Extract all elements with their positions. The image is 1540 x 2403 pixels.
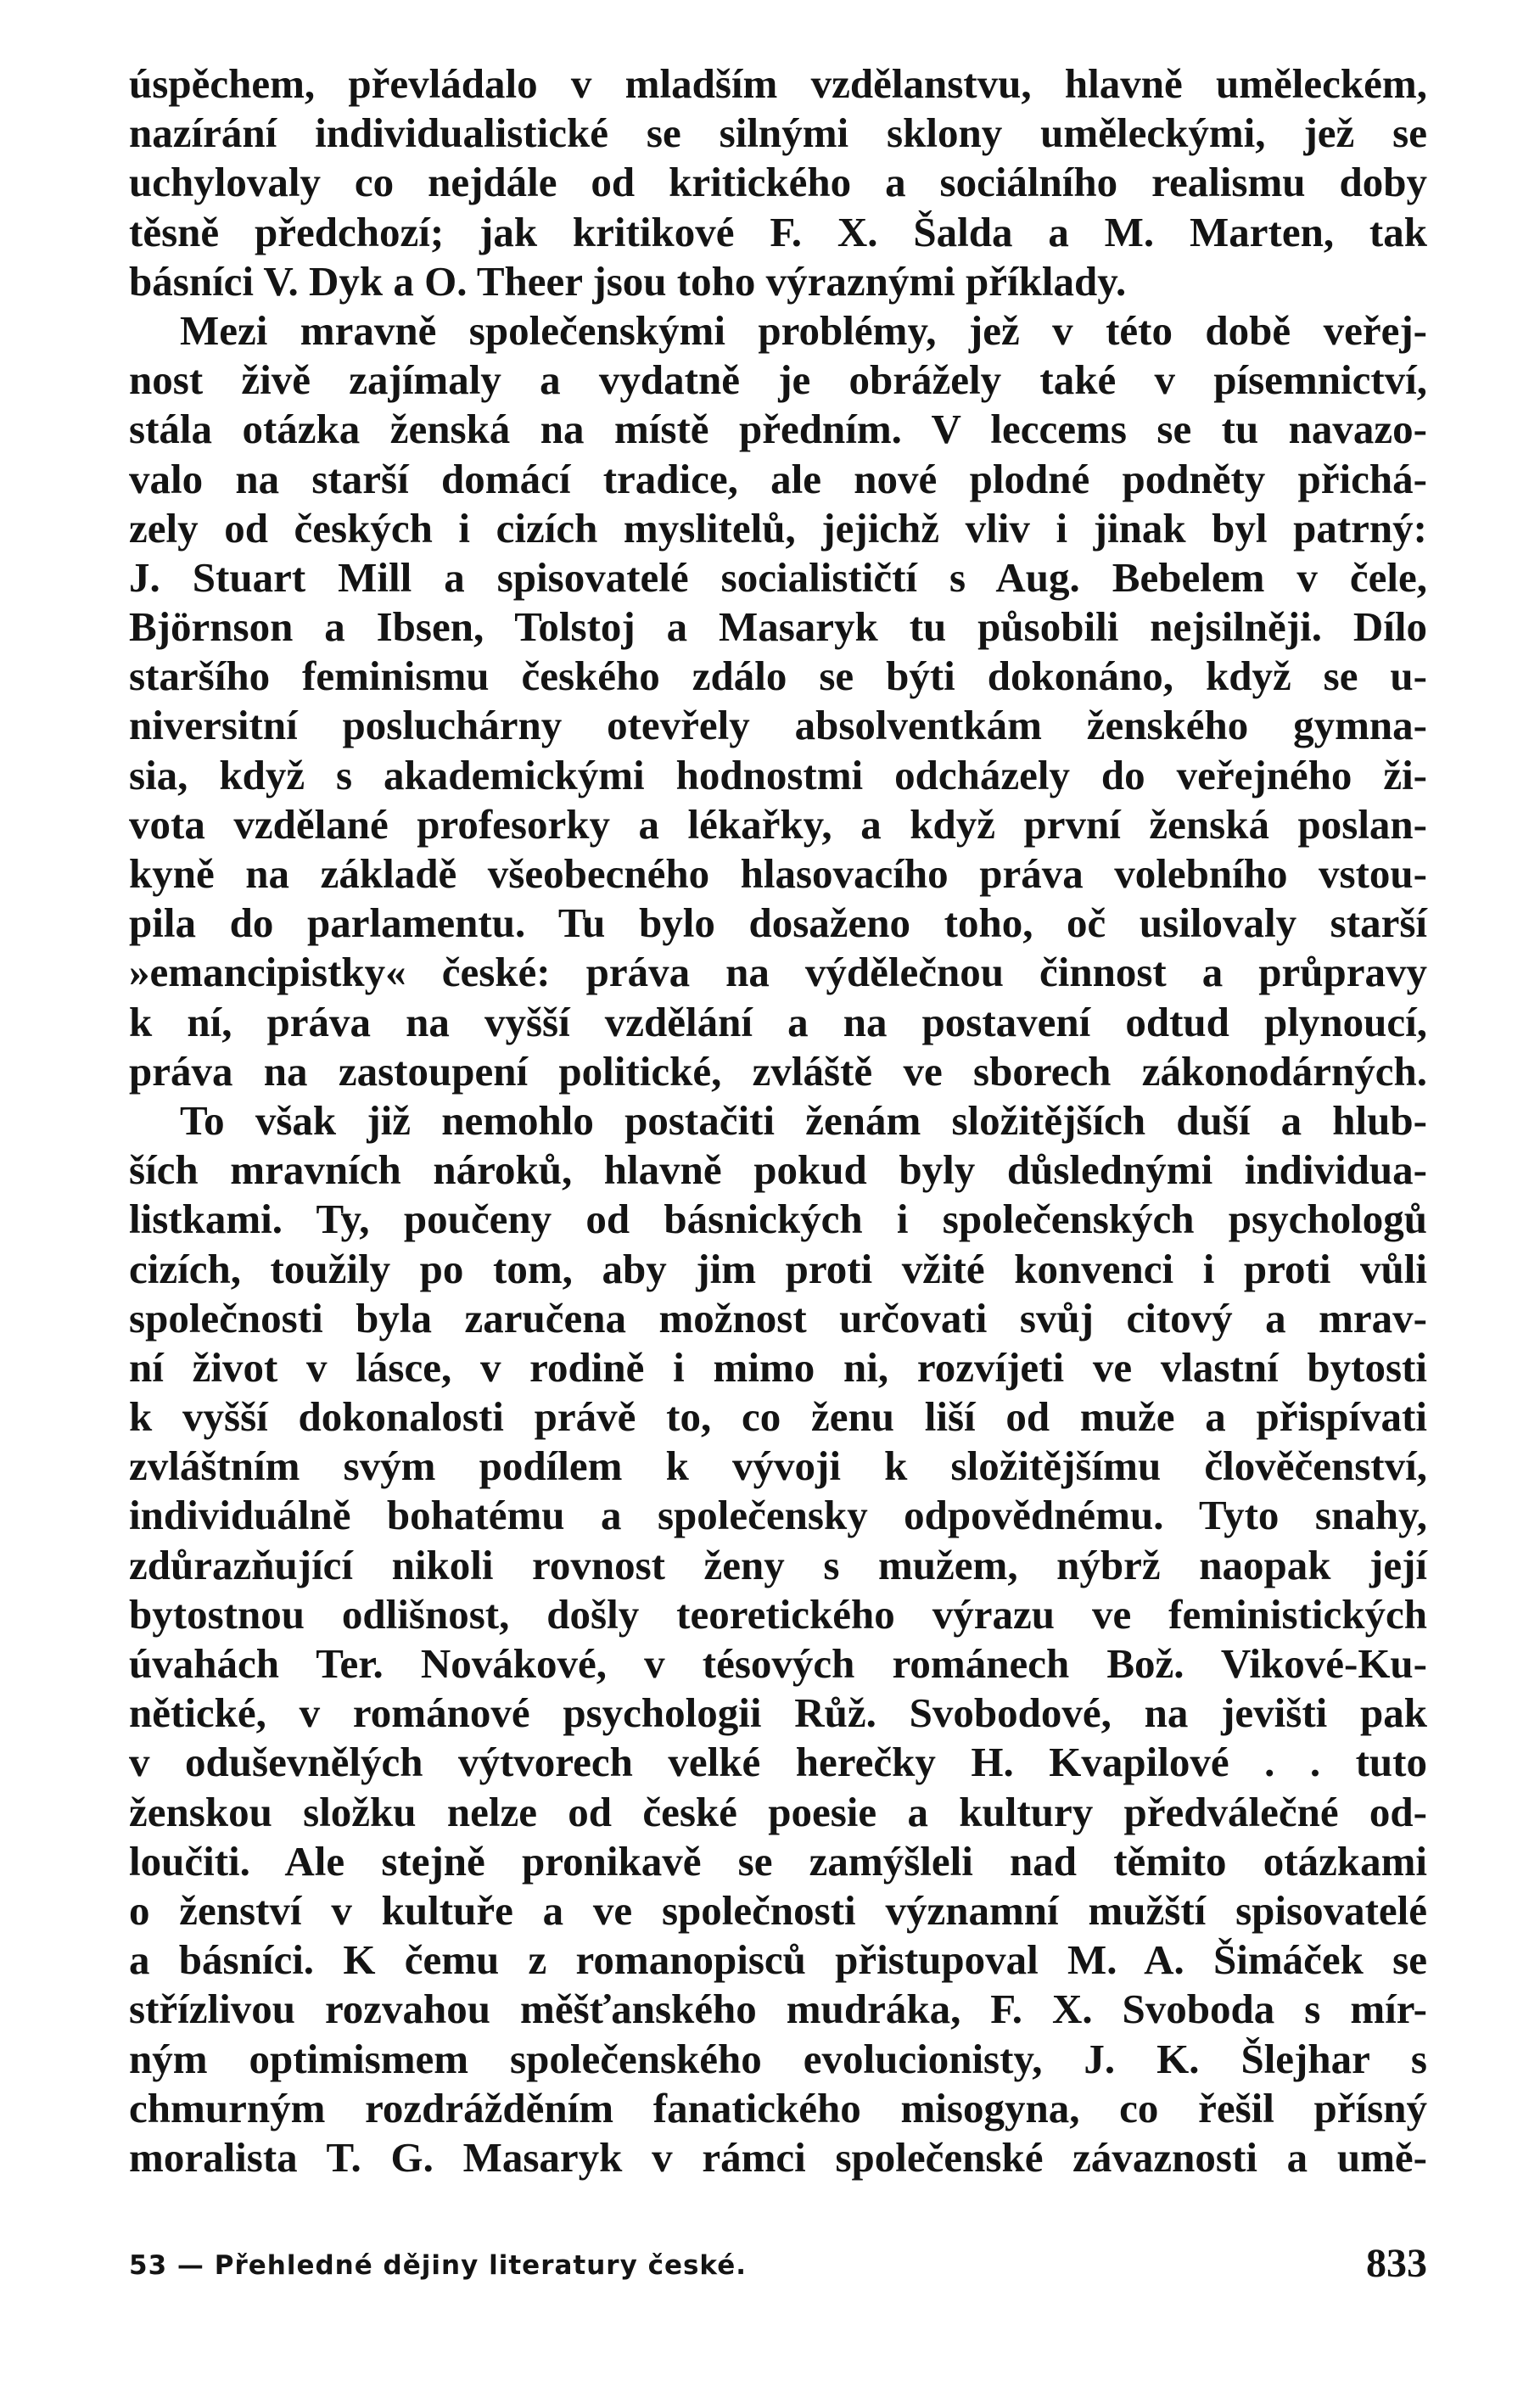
text-line: ným optimismem společenského evolucionisty, J. K. Šlejhar s	[129, 2035, 1427, 2082]
text-line: Mezi mravně společenskými problémy, jež v této době veřej-	[180, 306, 1427, 354]
text-line: a básníci. K čemu z romanopisců přistupoval M. A. Šimáček se	[129, 1936, 1427, 1984]
text-line: loučiti. Ale stejně pronikavě se zamýšleli nad těmito otázkami	[129, 1837, 1427, 1885]
text-line: To však již nemohlo postačiti ženám složitějších duší a hlub-	[180, 1096, 1427, 1144]
text-line: valo na starší domácí tradice, ale nové plodné podněty přichá-	[129, 455, 1427, 502]
text-line: »emancipistky« české: práva na výdělečnou činnost a průpravy	[129, 949, 1427, 996]
text-line: v oduševnělých výtvorech velké herečky H. Kvapilové . . tuto	[129, 1739, 1427, 1786]
text-line: stála otázka ženská na místě předním. V leccems se tu navazo-	[129, 406, 1427, 453]
text-line: niversitní posluchárny otevřely absolventkám ženského gymna-	[129, 702, 1427, 749]
text-line: úspěchem, převládalo v mladším vzdělanstvu, hlavně uměleckém,	[129, 60, 1427, 107]
text-line: ších mravních nároků, hlavně pokud byly důslednými individua-	[129, 1146, 1427, 1194]
text-line: uchylovaly co nejdále od kritického a sociálního realismu doby	[129, 159, 1427, 206]
text-line: nost živě zajímaly a vydatně je obrážely také v písemnictví,	[129, 356, 1427, 404]
page-number: 833	[1366, 2241, 1427, 2286]
text-line: individuálně bohatému a společensky odpovědnému. Tyto snahy,	[129, 1492, 1427, 1539]
text-line: básníci V. Dyk a O. Theer jsou toho výraznými příklady.	[129, 257, 1127, 305]
text-line: vota vzdělané profesorky a lékařky, a když první ženská poslan-	[129, 800, 1427, 848]
text-line: ženskou složku nelze od české poesie a kultury předválečné od-	[129, 1788, 1427, 1835]
text-line: cizích, toužily po tom, aby jim proti vžité konvenci i proti vůli	[129, 1245, 1427, 1292]
text-line: listkami. Ty, poučeny od básnických i společenských psychologů	[129, 1196, 1427, 1243]
text-line: k vyšší dokonalosti právě to, co ženu liší od muže a přispívati	[129, 1393, 1427, 1441]
text-line: Björnson a Ibsen, Tolstoj a Masaryk tu působili nejsilněji. Dílo	[129, 603, 1427, 651]
text-line: staršího feminismu českého zdálo se býti dokonáno, když se u-	[129, 653, 1427, 700]
footer-signature: 53 — Přehledné dějiny literatury české.	[129, 2250, 748, 2281]
text-line: o ženství v kultuře a ve společnosti významní mužští spisovatelé	[129, 1886, 1427, 1934]
text-line: společnosti byla zaručena možnost určovati svůj citový a mrav-	[129, 1294, 1427, 1342]
page-body	[129, 59, 1427, 2182]
text-line: nětické, v románové psychologii Růž. Svobodové, na jevišti pak	[129, 1689, 1427, 1737]
text-line: úvahách Ter. Novákové, v tésových románech Bož. Vikové-Ku-	[129, 1640, 1427, 1687]
text-line: zdůrazňující nikoli rovnost ženy s mužem, nýbrž naopak její	[129, 1541, 1427, 1588]
text-line: k ní, práva na vyšší vzdělání a na postavení odtud plynoucí,	[129, 998, 1427, 1045]
page-footer	[129, 2240, 1427, 2291]
text-line: ní život v lásce, v rodině i mimo ni, rozvíjeti ve vlastní bytosti	[129, 1343, 1427, 1391]
text-line: J. Stuart Mill a spisovatelé socialističtí s Aug. Bebelem v čele,	[129, 553, 1427, 601]
text-line: sia, když s akademickými hodnostmi odcházely do veřejného ži-	[129, 751, 1427, 798]
text-line: práva na zastoupení politické, zvláště ve sborech zákonodárných.	[129, 1047, 1427, 1095]
text-line: zely od českých i cizích myslitelů, jejichž vliv i jinak byl patrný:	[129, 504, 1427, 552]
text-line: moralista T. G. Masaryk v rámci společenské závaznosti a umě-	[129, 2133, 1427, 2181]
text-line: střízlivou rozvahou měšťanského mudráka, F. X. Svoboda s mír-	[129, 1986, 1427, 2033]
text-line: bytostnou odlišnost, došly teoretického výrazu ve feministických	[129, 1590, 1427, 1638]
text-line: chmurným rozdrážděním fanatického misogyna, co řešil přísný	[129, 2084, 1427, 2131]
text-line: těsně předchozí; jak kritikové F. X. Šalda a M. Marten, tak	[129, 208, 1427, 255]
text-line: zvláštním svým podílem k vývoji k složitějšímu člověčenství,	[129, 1442, 1427, 1490]
text-line: nazírání individualistické se silnými sklony uměleckými, jež se	[129, 109, 1427, 157]
text-line: kyně na základě všeobecného hlasovacího práva volebního vstou-	[129, 850, 1427, 897]
text-line: pila do parlamentu. Tu bylo dosaženo toho, oč usilovaly starší	[129, 899, 1427, 947]
